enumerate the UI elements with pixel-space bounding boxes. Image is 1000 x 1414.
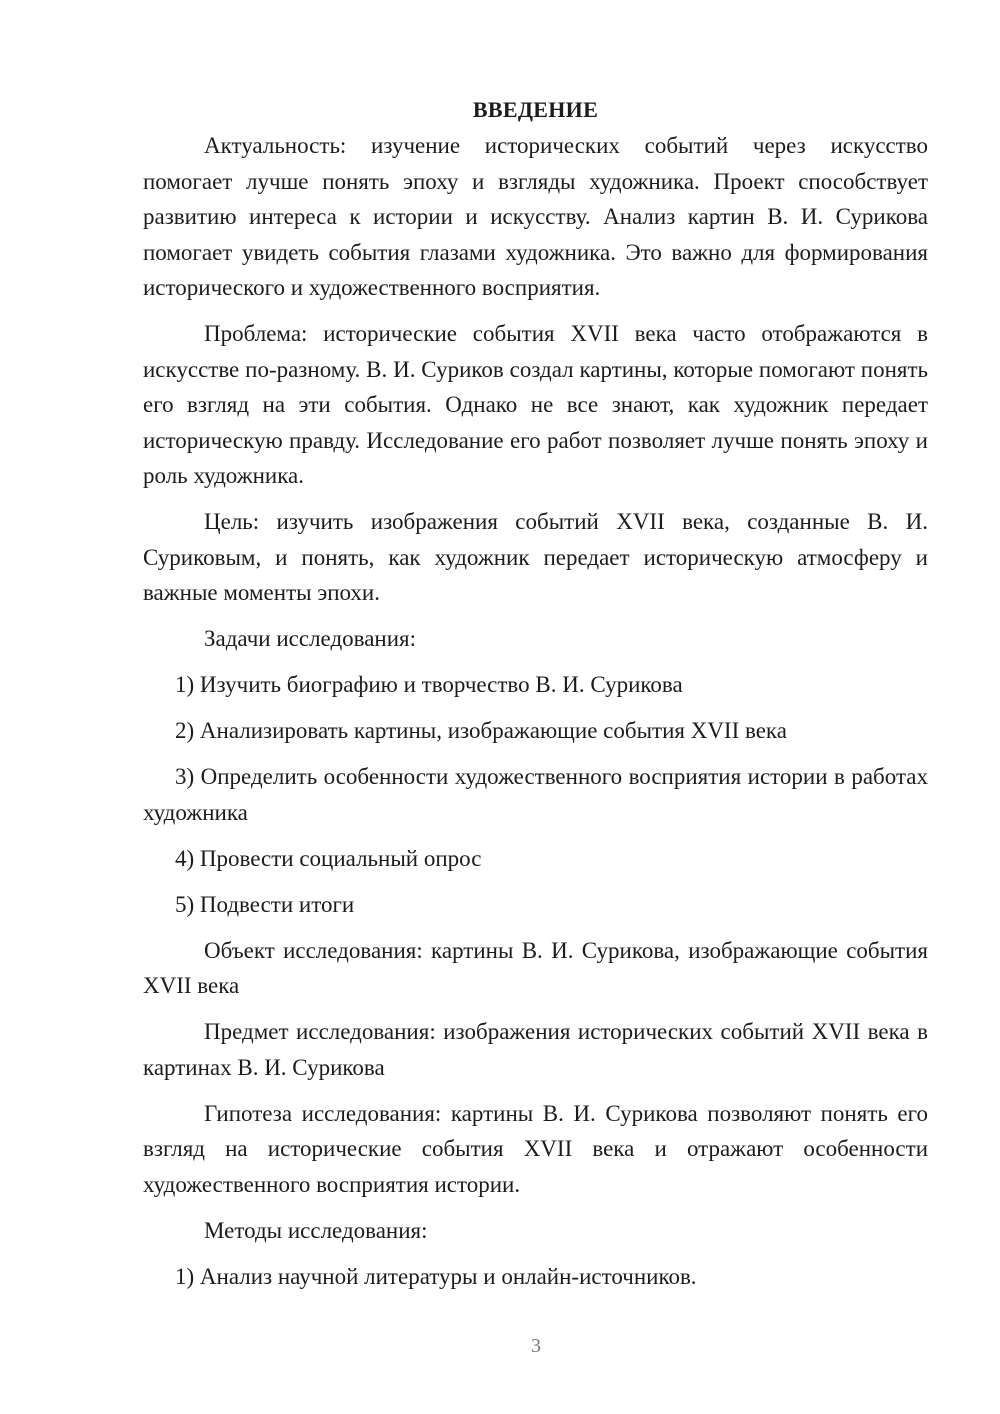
paragraph-hypothesis: Гипотеза исследования: картины В. И. Сурикова позволяют понять его взгляд на исторические события XVII века и отражают особенности художественного восприятия истории. — [143, 1100, 928, 1197]
paragraph-methods-heading: Методы исследования: — [204, 1217, 428, 1243]
paragraph-tasks-heading: Задачи исследования: — [204, 626, 417, 651]
paragraph-goal: Цель: изучить изображения событий XVII века, созданные В. И. Суриковым, и понять, как художник передает историческую атмосферу и важные моменты эпохи. — [143, 509, 928, 605]
page-number: 3 — [531, 1335, 541, 1357]
task-item-3: 3) Определить особенности художественного восприятия истории в работах художника — [143, 764, 928, 825]
task-item-2: 2) Анализировать картины, изображающие события XVII века — [175, 718, 787, 743]
method-item-1: 1) Анализ научной литературы и онлайн-источников. — [175, 1263, 697, 1289]
page-title: ВВЕДЕНИЕ — [472, 97, 599, 122]
task-item-1: 1) Изучить биографию и творчество В. И. Сурикова — [175, 672, 683, 697]
task-item-5: 5) Подвести итоги — [175, 891, 355, 917]
page-content — [143, 95, 928, 1294]
paragraph-problem: Проблема: исторические события XVII века часто отображаются в искусстве по-разному. В. И. Суриков создал картины, которые помогают понять его взгляд на эти события. Однако не все знают, как художник передает историческую правду. Исследование его работ позволяет лучше понять эпоху и роль художника. — [143, 321, 928, 488]
task-item-4: 4) Провести социальный опрос — [175, 845, 482, 871]
paragraph-object: Объект исследования: картины В. И. Сурикова, изображающие события XVII века — [143, 937, 928, 998]
paragraph-relevance: Актуальность: изучение исторических событий через искусство помогает лучше понять эпоху и взгляды художника. Проект способствует развитию интереса к истории и искусству. Анализ картин В. И. Сурикова помогает увидеть события глазами художника. Это важно для формирования исторического и художественного восприятия. — [143, 133, 928, 300]
paragraph-subject: Предмет исследования: изображения исторических событий XVII века в картинах В. И. Сурикова — [143, 1019, 928, 1080]
